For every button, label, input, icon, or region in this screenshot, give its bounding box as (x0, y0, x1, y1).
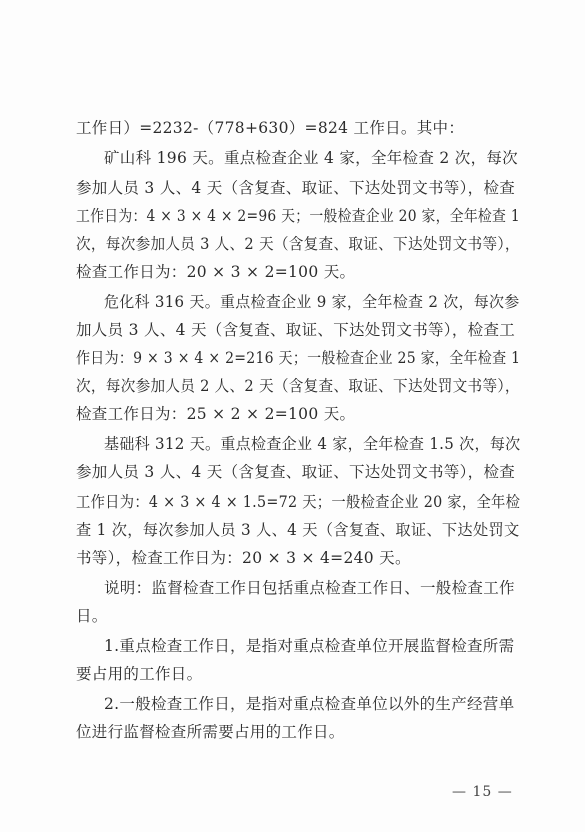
page-number: — 15 — (452, 784, 513, 800)
text-line: 次，每次参加人员 2 人、2 天（含复查、取证、下达处罚文书等）， (76, 377, 520, 395)
text-line: 2.一般检查工作日，是指对重点检查单位以外的生产经营单 (104, 695, 515, 713)
text-line: 位进行监督检查所需要占用的工作日。 (76, 723, 345, 741)
text-line: 书等），检查工作日为：20 × 3 × 4=240 天。 (76, 549, 411, 567)
text-line: 工作日为：4 × 3 × 4 × 2=96 天；一般检查企业 20 家，全年检查 1 (76, 207, 520, 225)
text-line: 危化科 316 天。重点检查企业 9 家，全年检查 2 次，每次参 (104, 293, 520, 311)
text-line: 矿山科 196 天。重点检查企业 4 家，全年检查 2 次，每次 (104, 149, 518, 167)
text-line: 检查工作日为：25 × 2 × 2=100 天。 (76, 405, 356, 423)
text-line: 加人员 3 人、4 天（含复查、取证、下达处罚文书等），检查工 (76, 321, 516, 339)
text-line: 1.重点检查工作日，是指对重点检查单位开展监督检查所需 (104, 637, 515, 655)
text-line: 参加人员 3 人、4 天（含复查、取证、下达处罚文书等），检查 (76, 179, 516, 197)
text-line: 查 1 次，每次参加人员 3 人、4 天（含复查、取证、下达处罚文 (76, 521, 520, 539)
text-line: 次，每次参加人员 3 人、2 天（含复查、取证、下达处罚文书等）， (76, 235, 520, 253)
text-line: 说明：监督检查工作日包括重点检查工作日、一般检查工作 (104, 579, 515, 597)
text-line: 工作日）=2232-（778+630）=824 工作日。其中： (76, 119, 465, 137)
text-line: 要占用的工作日。 (76, 665, 203, 683)
text-line: 参加人员 3 人、4 天（含复查、取证、下达处罚文书等），检查 (76, 463, 516, 481)
text-line: 日。 (76, 607, 108, 625)
text-line: 工作日为：4 × 3 × 4 × 1.5=72 天；一般检查企业 20 家，全年检 (76, 493, 521, 511)
text-line: 检查工作日为：20 × 3 × 2=100 天。 (76, 263, 356, 281)
text-line: 基础科 312 天。重点检查企业 4 家，全年检查 1.5 次，每次 (104, 435, 521, 453)
text-line: 作日为：9 × 3 × 4 × 2=216 天；一般检查企业 25 家，全年检查 1 (76, 349, 521, 367)
